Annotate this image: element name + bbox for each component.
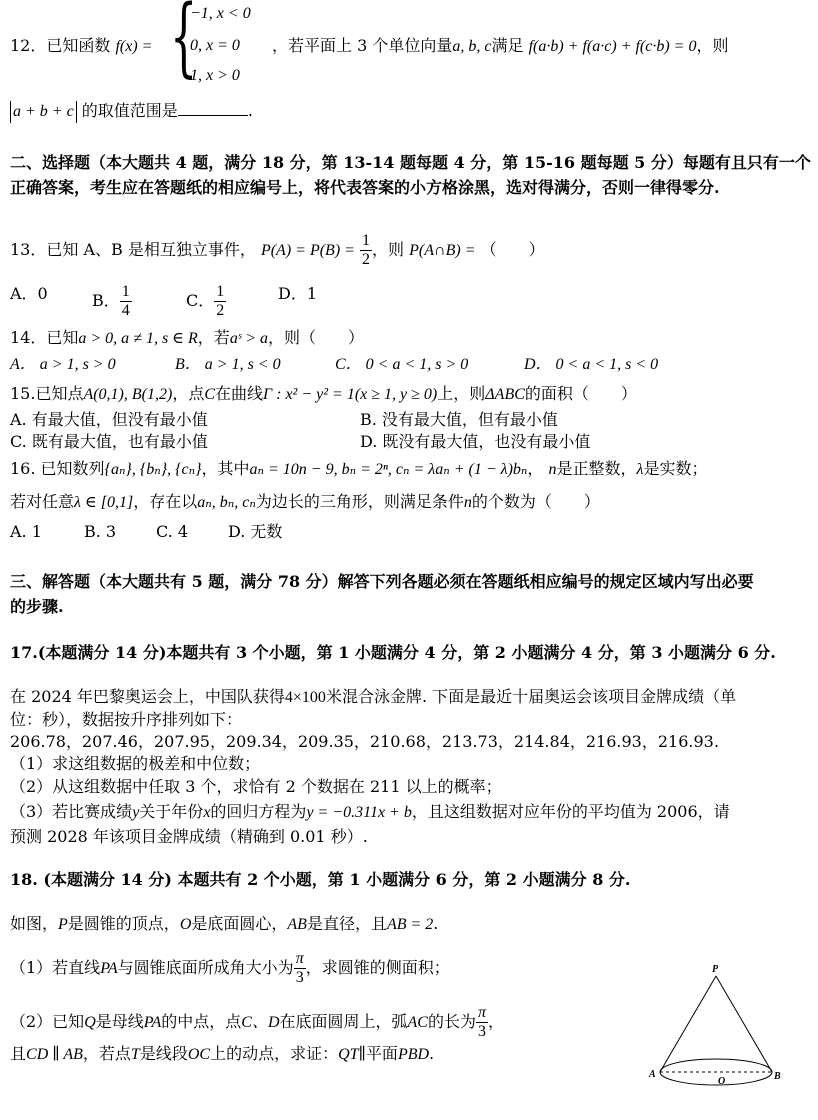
q16-stem-line2: 若对任意λ ∈ [0,1]，存在以aₙ, bₙ, cₙ为边长的三角形，则满足条件n的个数为（ ）: [10, 492, 600, 511]
q16-option-b: B. 3: [84, 522, 117, 541]
q16-option-a: A. 1: [10, 522, 42, 541]
q17-sub3-line2: 预测 2028 年该项目金牌成绩（精确到 0.01 秒）.: [10, 827, 368, 846]
q17-sub1: （1）求这组数据的极差和中位数；: [10, 754, 261, 773]
cone-edge-right: [716, 976, 772, 1072]
q17-sub3-line1: （3）若比赛成绩y关于年份x的回归方程为y = −0.311x + b，且这组数据对应年份的平均值为 2006，请: [10, 802, 730, 821]
q17-header: 17.(本题满分 14 分)本题共有 3 个小题，第 1 小题满分 4 分，第 2 小题满分 4 分，第 3 小题满分 6 分.: [10, 643, 776, 662]
q15-option-b: B. 没有最大值，但有最小值: [360, 410, 558, 429]
q17-para-line2: 位：秒），数据按升序排列如下：: [10, 710, 243, 729]
q12-abs-sum: a + b + c: [10, 101, 77, 123]
q17-para-line1: 在 2024 年巴黎奥运会上，中国队获得4×100米混合泳金牌. 下面是最近十届奥运会该项目金牌成绩（单: [10, 687, 737, 706]
q14-option-d: D． 0 < a < 1, s < 0: [524, 356, 659, 373]
q13-option-a: A．0: [10, 284, 48, 303]
label-a: A: [649, 1069, 656, 1080]
q12-case-1: −1, x < 0: [190, 5, 251, 22]
q15-option-c: C. 既有最大值，也有最小值: [10, 432, 208, 451]
cone-base-back: [660, 1059, 772, 1072]
q12-brace: {: [170, 0, 198, 87]
q18-para: 如图，P是圆锥的顶点，O是底面圆心，AB是直径，且AB = 2.: [10, 914, 439, 933]
cone-edge-left: [660, 976, 716, 1072]
q12-line1-rest: ，若平面上 3 个单位向量a, b, c满足 f(a·b) + f(a·c) + f(c·b) = 0，则: [272, 36, 729, 55]
q13-option-c: C． $\frac{1}{2}$: [186, 283, 225, 319]
section2-header-line1: 二、选择题（本大题共 4 题，满分 18 分，第 13-14 题每题 4 分，第 15-16 题每题 5 分）每题有且只有一个: [10, 153, 811, 172]
section2-header-line2: 正确答案，考生应在答题纸的相应编号上，将代表答案的小方格涂黑，选对得满分，否则一律得零分.: [10, 178, 720, 197]
q12-condition: f(a·b) + f(a·c) + f(c·b) = 0: [528, 38, 697, 55]
cone-base-front: [660, 1072, 772, 1085]
label-p: P: [712, 964, 719, 975]
q13-stem: 13．已知 A、B 是相互独立事件， P(A) = P(B) = $\frac{1}{2}$ ，则 P(A∩B) = （ ）: [10, 232, 545, 268]
q16-stem-line1: 16. 已知数列{aₙ}, {bₙ}, {cₙ}，其中aₙ = 10n − 9, bₙ = 2ⁿ, cₙ = λaₙ + (1 − λ)bₙ， n是正整数，λ是实数；: [10, 459, 708, 478]
label-b: B: [774, 1071, 781, 1082]
q14-option-a: A． a > 1, s > 0: [10, 356, 116, 373]
q12-line1: [10, 35, 152, 58]
q16-option-c: C. 4: [156, 522, 189, 541]
q12-vectors: a, b, c: [452, 38, 492, 55]
q17-sub2: （2）从这组数据中任取 3 个，求恰有 2 个数据在 211 以上的概率；: [10, 777, 502, 796]
q12-answer-blank: [178, 101, 248, 116]
label-o: O: [718, 1076, 726, 1087]
q13-fraction: $\frac{1}{2}$: [362, 232, 371, 268]
q18-sub2-line2: 且CD ∥ AB，若点T是线段OC上的动点，求证：QT∥平面PBD.: [10, 1044, 435, 1063]
q15-option-a: A. 有最大值，但没有最小值: [10, 410, 208, 429]
q18-header: 18. (本题满分 14 分) 本题共有 2 个小题，第 1 小题满分 6 分，第 2 小题满分 8 分.: [10, 870, 631, 889]
q17-data: 206.78，207.46，207.95，209.34，209.35，210.68，213.73，214.84，216.93，216.93.: [10, 732, 719, 751]
q14-stem: 14．已知a > 0, a ≠ 1, s ∈ R，若aˢ > a，则（ ）: [10, 328, 364, 347]
q16-option-d: D. 无数: [228, 522, 283, 541]
q13-option-d: D．1: [278, 284, 318, 303]
q12-case-3: 1, x > 0: [190, 67, 240, 84]
q14-option-b: B． a > 1, s < 0: [175, 356, 281, 373]
q15-stem: 15.已知点A(0,1), B(1,2)，点C在曲线Γ : x² − y² = 1(x ≥ 1, y ≥ 0)上，则ΔABC的面积（ ）: [10, 384, 637, 403]
q12-number: 12．已知函数: [10, 36, 111, 55]
q14-option-c: C． 0 < a < 1, s > 0: [335, 356, 469, 373]
cone-figure: [640, 958, 790, 1088]
q15-option-d: D. 既没有最大值，也没有最小值: [360, 432, 591, 451]
q12-case-2: 0, x = 0: [190, 37, 240, 54]
section3-header-line1: 三、解答题（本大题共有 5 题，满分 78 分）解答下列各题必须在答题纸相应编号的规定区域内写出必要: [10, 572, 754, 591]
q13-option-b: B． $\frac{1}{4}$: [92, 283, 130, 319]
q18-sub1: （1）若直线PA与圆锥底面所成角大小为 $\frac{\pi}{3}$ ，求圆锥的侧面积；: [10, 950, 450, 986]
q12-function: f(x) =: [115, 38, 153, 55]
q12-line2: a + b + c 的取值范围是 .: [10, 100, 253, 123]
section3-header-line2: 的步骤.: [10, 597, 64, 616]
q18-sub2-line1: （2）已知Q是母线PA的中点，点C、D在底面圆周上，弧AC的长为 $\frac{\pi}{3}$ ，: [10, 1004, 505, 1040]
